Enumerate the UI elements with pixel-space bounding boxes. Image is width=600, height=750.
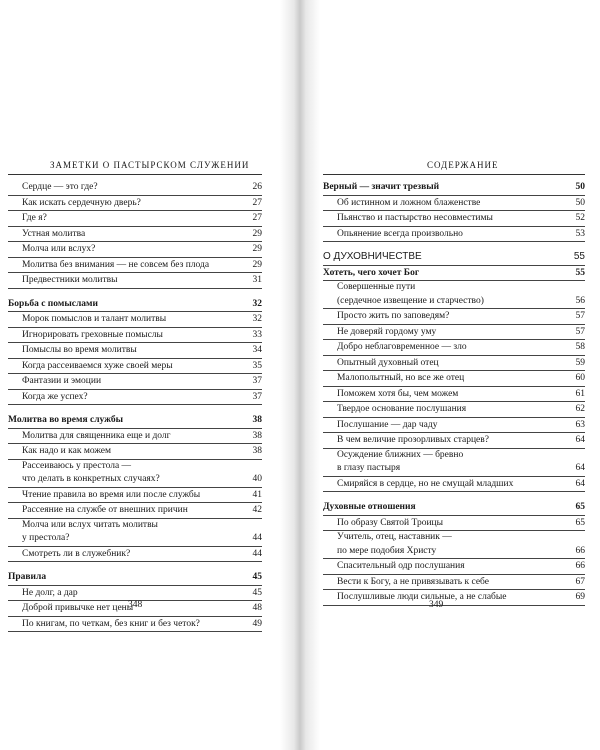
toc-entry: Игнорировать греховные помыслы 33: [8, 328, 262, 344]
toc-entry: В чем величие прозорливых старцев? 64: [323, 433, 585, 449]
toc-entry: Не доверяй гордому уму 57: [323, 325, 585, 341]
toc-entry: По образу Святой Троицы 65: [323, 516, 585, 532]
page-number: 348: [128, 600, 143, 610]
toc-section: Борьба с помыслами 32: [8, 297, 262, 313]
toc-entry: Опытный духовный отец 59: [323, 356, 585, 372]
toc-entry: по мере подобия Христу 66: [323, 545, 585, 560]
toc-entry: Помыслы во время молитвы 34: [8, 343, 262, 359]
toc-entry: Молча или вслух? 29: [8, 242, 262, 258]
toc-entry: Молитва для священника еще и долг 38: [8, 429, 262, 445]
toc-entry: Когда рассеиваемся хуже своей меры 35: [8, 359, 262, 375]
toc-entry: Об истинном и ложном блаженстве 50: [323, 196, 585, 212]
toc-entry: Доброй привычке нет цены 48: [8, 601, 262, 617]
right-page: [315, 0, 600, 750]
toc-entry: Твердое основание послушания 62: [323, 402, 585, 418]
header-rule: [323, 174, 585, 175]
toc-entry: Предвестники молитвы 31: [8, 273, 262, 289]
book-spine: [280, 0, 320, 750]
toc-entry: Рассеяние на службе от внешних причин 42: [8, 503, 262, 519]
toc-section: Верный — значит трезвый 50: [323, 180, 585, 196]
toc-entry: Смотреть ли в служебник? 44: [8, 547, 262, 563]
toc-entry: (сердечное извещение и старчество) 56: [323, 295, 585, 310]
toc-entry: Пьянство и пастырство несовместимы 52: [323, 211, 585, 227]
toc-entry: Морок помыслов и талант молитвы 32: [8, 312, 262, 328]
toc-entry: Устная молитва 29: [8, 227, 262, 243]
toc-entry: Вести к Богу, а не привязывать к себе 67: [323, 575, 585, 591]
toc-entry: Когда же успех? 37: [8, 390, 262, 406]
toc-part: О ДУХОВНИЧЕСТВЕ 55: [323, 250, 585, 266]
running-header: СОДЕРЖАНИЕ: [427, 160, 499, 170]
table-of-contents: [323, 180, 585, 606]
toc-entry: Спасительный одр послушания 66: [323, 559, 585, 575]
toc-entry: Просто жить по заповедям? 57: [323, 309, 585, 325]
toc-entry: Поможем хотя бы, чем можем 61: [323, 387, 585, 403]
toc-entry: Опьянение всегда произвольно 53: [323, 227, 585, 243]
toc-section: Правила 45: [8, 570, 262, 586]
toc-entry: Малополытный, но все же отец 60: [323, 371, 585, 387]
toc-section: Духовные отношения 65: [323, 500, 585, 516]
toc-entry: Рассеиваюсь у престола —: [22, 460, 132, 471]
toc-entry: Фантазии и эмоции 37: [8, 374, 262, 390]
toc-entry: Послушание — дар чаду 63: [323, 418, 585, 434]
toc-entry: Смиряйся в сердце, но не смущай младших 64: [323, 477, 585, 493]
running-header: ЗАМЕТКИ О ПАСТЫРСКОМ СЛУЖЕНИИ: [50, 160, 250, 170]
toc-entry: у престола? 44: [8, 532, 262, 547]
toc-entry: Осуждение ближних — бревно: [337, 449, 464, 460]
toc-entry: что делать в конкретных случаях? 40: [8, 473, 262, 488]
toc-entry: По книгам, по четкам, без книг и без четок? 49: [8, 617, 262, 633]
toc-section: Молитва во время службы 38: [8, 413, 262, 429]
toc-entry: Где я? 27: [8, 211, 262, 227]
toc-entry: Сердце — это где? 26: [8, 180, 262, 196]
toc-entry: Добро неблаговременное — зло 58: [323, 340, 585, 356]
table-of-contents: [8, 180, 262, 632]
toc-section: Хотеть, чего хочет Бог 55: [323, 266, 585, 282]
toc-entry: Молитва без внимания — не совсем без плода 29: [8, 258, 262, 274]
toc-entry: Послушливые люди сильные, а не слабые 69: [323, 590, 585, 606]
toc-entry: Как надо и как можем 38: [8, 444, 262, 460]
toc-entry: Совершенные пути: [337, 282, 416, 292]
toc-entry: Молча или вслух читать молитвы: [22, 519, 158, 530]
toc-entry: Учитель, отец, наставник —: [337, 532, 452, 542]
page-number: 349: [429, 600, 444, 610]
toc-entry: в глазу пастыря 64: [323, 462, 585, 477]
toc-entry: Как искать сердечную дверь? 27: [8, 196, 262, 212]
header-rule: [8, 174, 262, 175]
toc-entry: Не долг, а дар 45: [8, 586, 262, 602]
left-page: [0, 0, 285, 750]
toc-entry: Чтение правила во время или после службы 41: [8, 488, 262, 504]
